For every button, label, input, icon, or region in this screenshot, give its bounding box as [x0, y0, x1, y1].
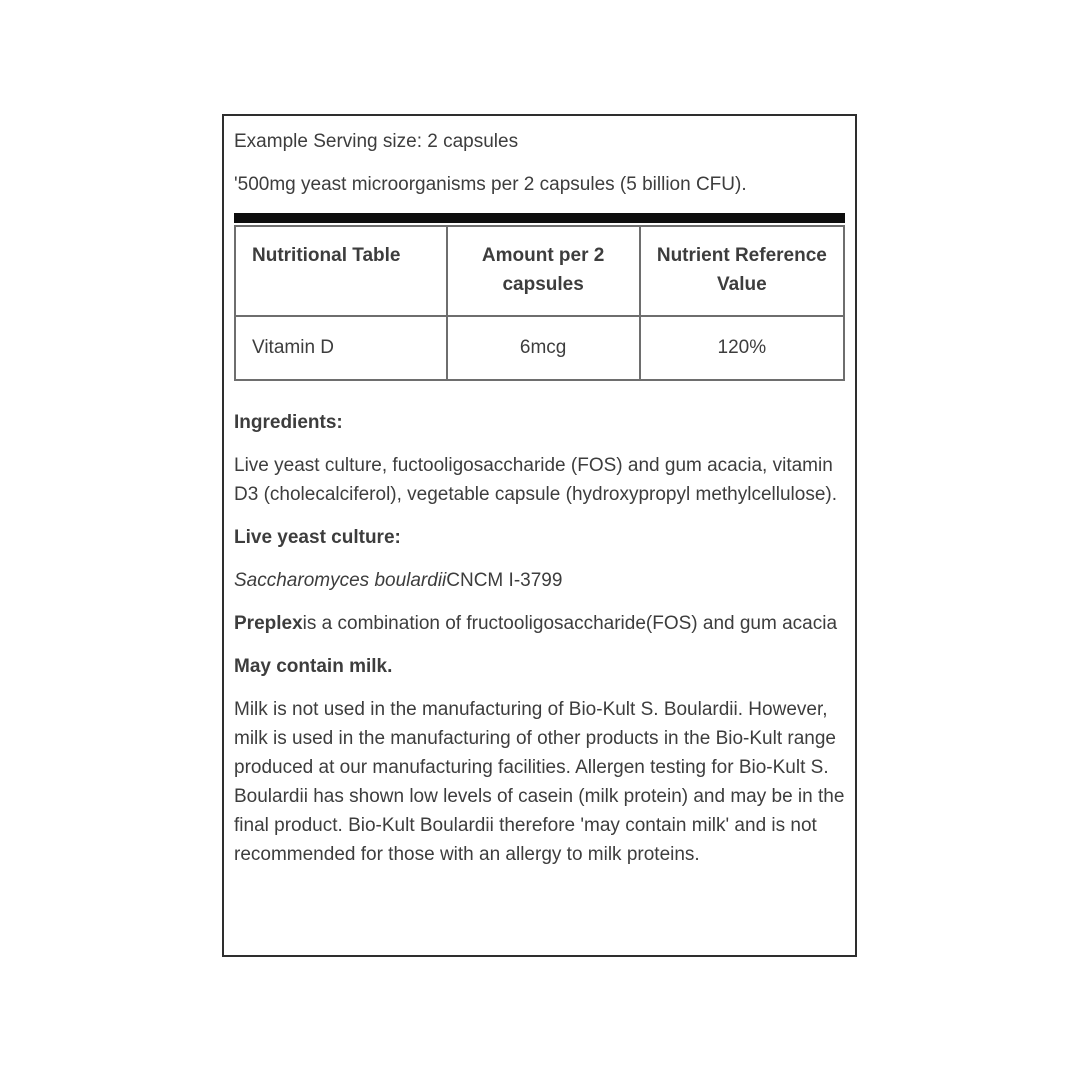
header-nutrient-reference-value: Nutrient Reference Value	[640, 226, 844, 316]
nutritional-table-body	[235, 316, 844, 380]
may-contain-milk-heading: May contain milk.	[234, 656, 393, 677]
yeast-microorganisms-line: '500mg yeast microorganisms per 2 capsules (5 billion CFU).	[234, 174, 747, 195]
live-yeast-culture-heading: Live yeast culture:	[234, 527, 401, 548]
table-row	[235, 316, 844, 380]
table-header-row	[235, 226, 844, 316]
header-amount-per-2-capsules: Amount per 2 capsules	[447, 226, 640, 316]
cell-nrv: 120%	[640, 316, 844, 380]
preplex-line	[234, 609, 845, 638]
ingredients-heading: Ingredients:	[234, 412, 343, 433]
header-nutritional-table: Nutritional Table	[235, 226, 447, 316]
cell-nutrient-name: Vitamin D	[235, 316, 447, 380]
nutritional-table	[234, 225, 845, 381]
species-strain-code: CNCM I-3799	[446, 570, 563, 591]
table-top-black-bar	[234, 213, 845, 223]
cell-amount: 6mcg	[447, 316, 640, 380]
preplex-bold-label: Preplex	[234, 613, 303, 634]
species-name-italic: Saccharomyces boulardii	[234, 570, 447, 591]
preplex-description: is a combination of fructooligosaccharide(FOS) and gum acacia	[302, 613, 838, 634]
nutrition-info-panel	[222, 114, 857, 957]
ingredients-body: Live yeast culture, fuctooligosaccharide (FOS) and gum acacia, vitamin D3 (cholecalciferol), vegetable capsule (hydroxypropyl methylcellulose).	[234, 455, 837, 505]
nutritional-table-header	[235, 226, 844, 316]
serving-size-line: Example Serving size: 2 capsules	[234, 131, 519, 152]
species-line	[234, 566, 845, 595]
milk-allergen-paragraph: Milk is not used in the manufacturing of Bio-Kult S. Boulardii. However, milk is used in the manufacturing of other products in the Bio-Kult range produced at our manufacturing facilities. Allergen testing for Bio-Kult S. Boulardii has shown low levels of casein (milk protein) and may be in the final product. Bio-Kult Boulardii therefore 'may contain milk' and is not recommended for those with an allergy to milk proteins.	[234, 699, 845, 865]
